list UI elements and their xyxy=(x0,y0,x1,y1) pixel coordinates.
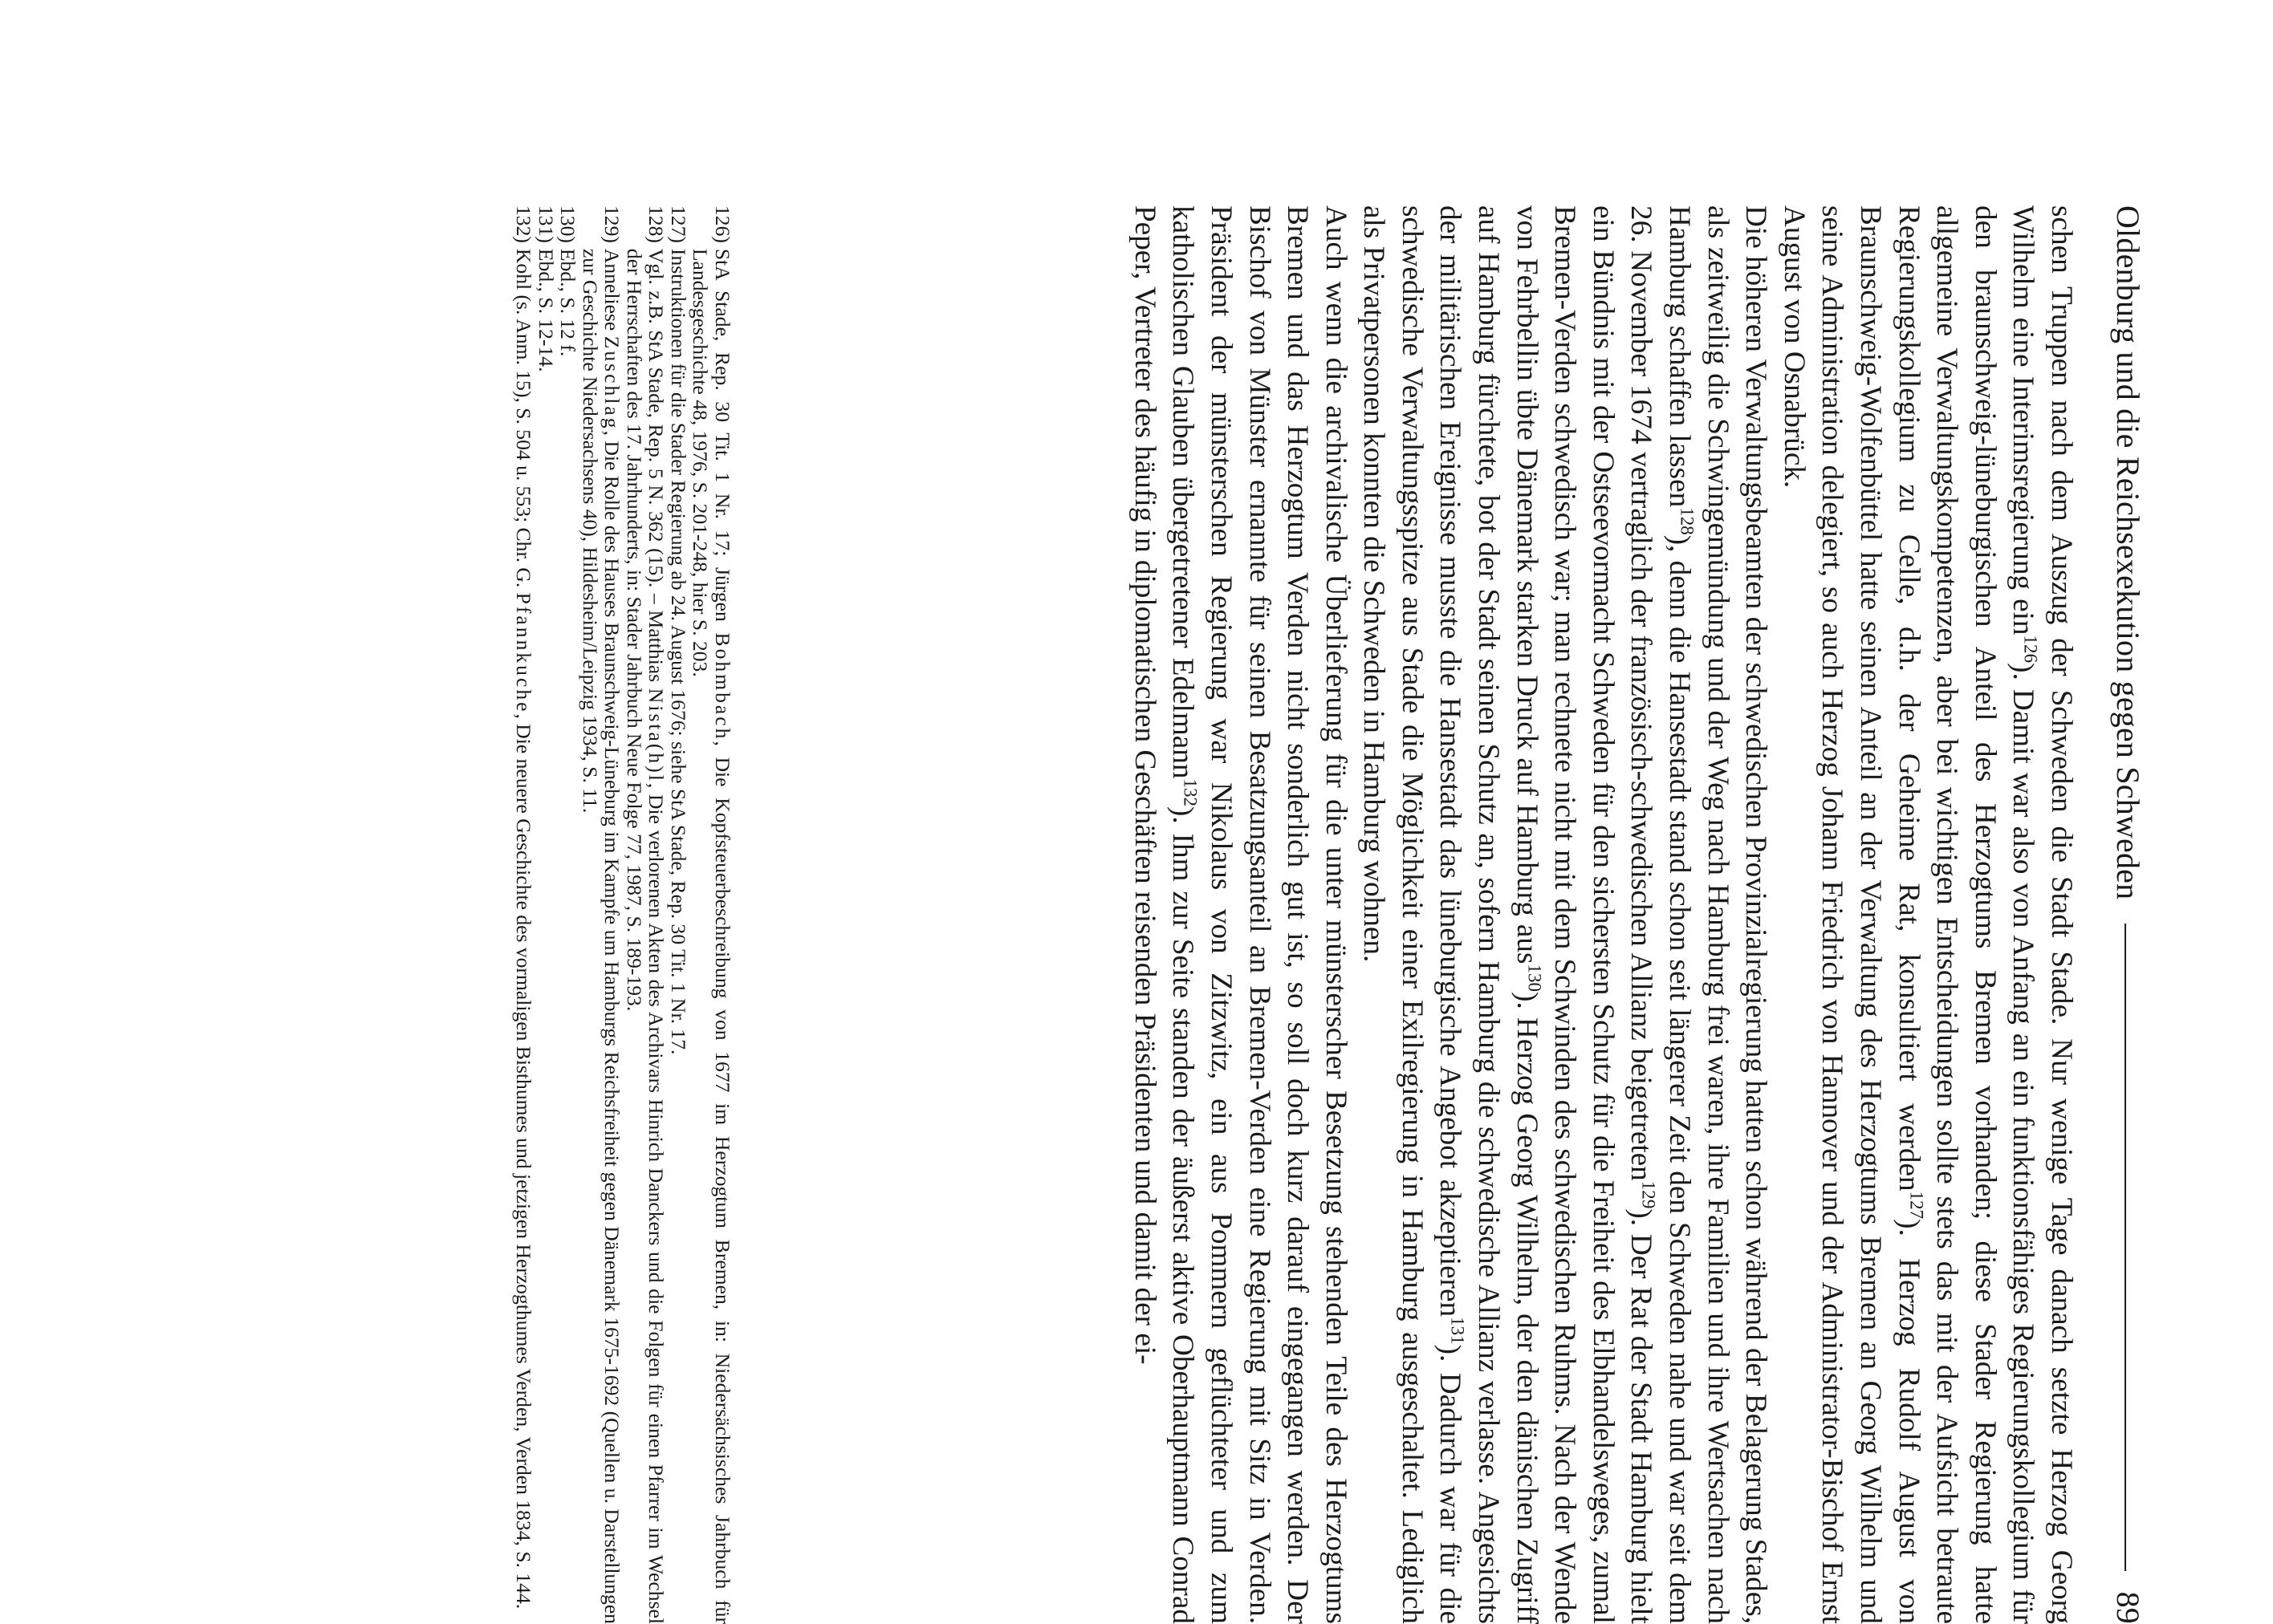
author-name: Nista(h)l xyxy=(644,688,669,783)
footnotes xyxy=(513,205,734,1624)
footnote-127 xyxy=(668,205,690,1624)
footnote-number: 132) xyxy=(512,205,536,243)
footnote-text-part: , Die Rolle des Hauses Braunschweig-Lüneburg im Kampfe um Hamburgs Reichsfreiheit gegen Dänemark 1675-1692 (Quellen u. Darstellungen zur Geschichte Niedersachsens 40), Hildesheim/Leipzig 1934, S. 11. xyxy=(579,248,624,1624)
paragraph-text: Auch wenn die archivalische Überlieferung für die unter münsterscher Besetzung stehenden Teile des Herzogtums Bremen und das Herzogtum Verden nicht sonderlich gut ist, so soll doch kurz darauf eingegangen werden. Der Bischof von Münster ernannte für seinen Besatzungsanteil an Bremen-Verden eine Regierung mit Sitz in Verden. Präsident der münsterschen Regierung war Nikolaus von Zitzwitz, ein aus Pommern geflüchteter und zum katholischen Glauben übergetretener Edelmann xyxy=(1166,205,1352,1624)
footnote-130 xyxy=(557,205,579,1624)
footnote-text xyxy=(689,249,734,1624)
footnote-number: 127) xyxy=(667,205,690,243)
footnote-text-part: Anneliese xyxy=(600,248,624,336)
footnote-ref-132: 132 xyxy=(1180,778,1202,807)
paragraph-text: ). Dadurch war für die schwedische Verwaltungsspitze aus Stade die Möglichkeit einer Exilregierung in Hamburg ausgeschaltet. Lediglich als Privatpersonen konnten die Schweden in Hamburg wohnen. xyxy=(1357,205,1467,1624)
footnote-text-part: Instruktionen für die Stader Regierung ab 24. August 1676; siehe StA Stade, Rep. 30 Tit. 1 Nr. 17. xyxy=(667,248,690,1055)
footnote-number: 126) xyxy=(711,205,734,243)
footnote-text-part: , Die neuere Geschichte des vormaligen Bisthumes und jetzigen Herzogthumes Verden, Verden 1834, S. 144. xyxy=(512,713,536,1610)
rotated-book-page xyxy=(194,205,2153,1624)
footnote-text xyxy=(668,249,690,1624)
paragraph-text: ). Der Rat der Stadt Hamburg hielt ein Bündnis mit der Ostseevormacht Schweden für den sichersten Schutz für die Freiheit des Elbhandelsweges, zumal Bremen-Verden schwedisch war; man rechnete nicht mit dem Schwinden des schwedischen Ruhms. Nach der Wende von Fehrbellin übte Dänemark starken Druck auf Hamburg aus xyxy=(1510,205,1658,1624)
paragraph-text: ). Damit war also von Anfang an ein funktionsfähiges Regierungskollegium für den braunschweig-lüneburgischen Anteil des Herzogtums Bremen vorhanden; diese Stader Regierung hatte allgemeine Verwaltungskompetenzen, aber bei wichtigen Entscheidungen sollte stets das mit der Aufsicht betraute Regierungskollegium zu Celle, d.h. der Geheime Rat, konsultiert werden xyxy=(1892,205,2040,1624)
footnote-131 xyxy=(535,205,558,1624)
footnote-128 xyxy=(624,205,668,1624)
paragraph-2 xyxy=(1355,205,1775,1624)
footnote-number: 130) xyxy=(556,205,580,243)
author-name: Pfannkuche xyxy=(512,592,536,714)
footnote-ref-128: 128 xyxy=(1677,507,1698,535)
footnote-129 xyxy=(579,205,624,1624)
paragraph-text: schen Truppen nach dem Auszug der Schweden die Stadt Stade. Nur wenige Tage danach setzte Herzog Georg Wilhelm eine Interimsregierung ein xyxy=(2007,205,2078,1624)
footnote-text-part: Ebd., S. 12-14. xyxy=(535,248,558,372)
footnote-text-part: Kohl (s. Anm. 15), S. 504 u. 553; Chr. G. xyxy=(512,248,536,593)
footnote-ref-130: 130 xyxy=(1524,964,1546,993)
running-head xyxy=(2104,205,2153,1624)
paragraph-3 xyxy=(1125,205,1355,1624)
footnote-number: 128) xyxy=(644,205,669,243)
footnote-number: 129) xyxy=(600,205,624,243)
footnote-126 xyxy=(689,205,734,1624)
footnote-text-part: , Die Kopfsteuerbeschreibung von 1677 im Herzogtum Bremen, in: Niedersächsisches Jahrbuch für Landesgeschichte 48, 1976, S. 201-248, hier S. 203. xyxy=(689,248,734,1624)
footnote-text xyxy=(624,249,668,1624)
running-head-rule xyxy=(2125,924,2126,1570)
footnote-text-part: Vgl. z.B. StA Stade, Rep. 5 N. 362 (15). – Matthias xyxy=(644,248,669,688)
footnote-text xyxy=(513,249,535,1624)
footnote-text xyxy=(557,249,579,1624)
author-name: Bohmbach xyxy=(711,632,734,741)
footnote-text-part: , Die verlorenen Akten des Archivars Hinrich Danckers und die Folgen für einen Pfarrer im Wechsel der Herrschaften des 17. Jahrhunderts, in: Stader Jahrbuch Neue Folge 77, 1987, S. 189-193. xyxy=(623,248,669,1624)
footnote-text-part: StA Stade, Rep. 30 Tit. 1 Nr. 17; Jürgen xyxy=(711,248,734,633)
footnote-ref-129: 129 xyxy=(1638,1180,1660,1209)
author-name: Zuschlag xyxy=(600,335,624,431)
footnote-text-part: Ebd., S. 12 f. xyxy=(556,248,580,357)
body-text xyxy=(1125,205,2080,1624)
footnote-text xyxy=(535,249,558,1624)
footnote-ref-131: 131 xyxy=(1447,1317,1469,1345)
footnote-number: 131) xyxy=(535,205,558,243)
footnote-132 xyxy=(513,205,535,1624)
running-head-title: Oldenburg und die Reichsexekution gegen Schweden xyxy=(2110,205,2147,900)
page-number: 89 xyxy=(2110,1591,2147,1624)
footnote-ref-127: 127 xyxy=(1906,1191,1928,1220)
paragraph-text: Die höheren Verwaltungsbeamten der schwedischen Provinzialregierung hatten schon während der Belagerung Stades, als zeitweilig die Schwingemündung und der Weg nach Hamburg frei waren, ihre Familien und ihre Wertsachen nach Hamburg schaffen lassen xyxy=(1663,205,1773,1624)
footnote-text xyxy=(579,249,624,1624)
paragraph-text: ). Ihm zur Seite standen der äußerst aktive Oberhauptmann Conrad Peper, Vertreter des häufig in diplomatischen Geschäften reisenden Präsidenten und damit der ei- xyxy=(1128,205,1200,1624)
paragraph-text: ). Herzog Rudolf August von Braunschweig-Wolfenbüttel hatte seinen Anteil an der Verwaltung des Herzogtums Bremen an Georg Wilhelm und seine Administration delegiert, so auch Herzog Johann Friedrich von Hannover und der Administrator-Bischof Ernst August von Osnabrück. xyxy=(1777,205,1925,1624)
paragraph-text: ). Herzog Georg Wilhelm, der den dänischen Zugriff auf Hamburg fürchtete, bot der Stadt seinen Schutz an, sofern Hamburg die schwedische Allianz verlasse. Angesichts der militärischen Ereignisse musste die Hansestadt das lüneburgische Angebot akzeptieren xyxy=(1433,205,1543,1624)
paragraph-1 xyxy=(1775,205,2080,1624)
paragraph-text: ), denn die Hansestadt stand schon seit längerer Zeit den Schweden nahe und war seit dem 26. November 1674 vertraglich der französisch-schwedischen Allianz beigetreten xyxy=(1624,205,1697,1624)
footnote-ref-126: 126 xyxy=(2020,635,2042,664)
